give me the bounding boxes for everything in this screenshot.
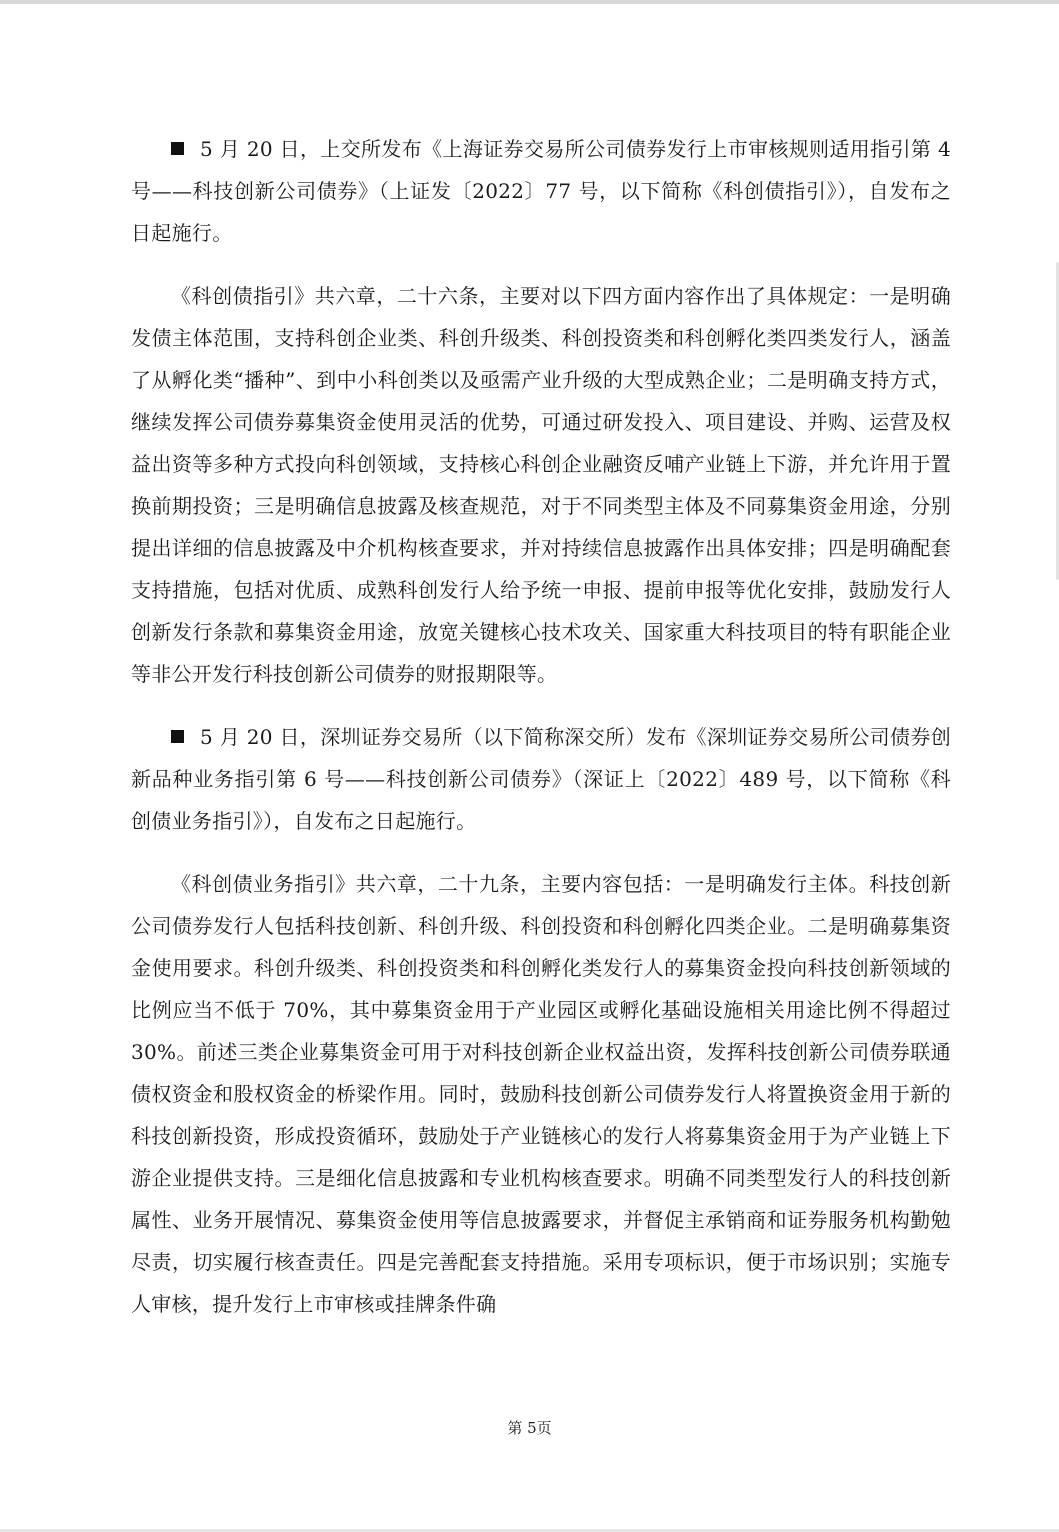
square-bullet-icon bbox=[171, 730, 184, 743]
paragraph-sse-announcement bbox=[131, 128, 951, 254]
page-number: 第 5页 bbox=[507, 1419, 552, 1437]
paragraph-text: 5 月 20 日，深圳证券交易所（以下简称深交所）发布《深圳证券交易所公司债券创新品种业务指引第 6 号——科技创新公司债券》（深证上〔2022〕489 号，以下简称《科创债业务指引》），自发布之日起施行。 bbox=[131, 725, 951, 833]
paragraph-sse-guideline-content bbox=[131, 275, 951, 695]
top-border bbox=[0, 0, 1059, 4]
paragraph-text: 5 月 20 日，上交所发布《上海证券交易所公司债券发行上市审核规则适用指引第 4 号——科技创新公司债券》（上证发〔2022〕77 号，以下简称《科创债指引》），自发布之日起施行。 bbox=[131, 137, 951, 245]
paragraph-szse-guideline-content bbox=[131, 863, 951, 1325]
document-page bbox=[131, 128, 951, 1325]
paragraph-szse-announcement bbox=[131, 716, 951, 842]
square-bullet-icon bbox=[171, 142, 184, 155]
paragraph-text: 《科创债业务指引》共六章，二十九条，主要内容包括：一是明确发行主体。科技创新公司债券发行人包括科技创新、科创升级、科创投资和科创孵化四类企业。二是明确募集资金使用要求。科创升级类、科创投资类和科创孵化类发行人的募集资金投向科技创新领域的比例应当不低于 70%，其中募集资金用于产业园区或孵化基础设施相关用途比例不得超过 30%。前述三类企业募集资金可用于对科技创新企业权益出资，发挥科技创新公司债券联通债权资金和股权资金的桥梁作用。同时，鼓励科技创新公司债券发行人将置换资金用于新的科技创新投资，形成投资循环，鼓励处于产业链核心的发行人将募集资金用于为产业链上下游企业提供支持。三是细化信息披露和专业机构核查要求。明确不同类型发行人的科技创新属性、业务开展情况、募集资金使用等信息披露要求，并督促主承销商和证券服务机构勤勉尽责，切实履行核查责任。四是完善配套支持措施。采用专项标识，便于市场识别；实施专人审核，提升发行上市审核或挂牌条件确 bbox=[131, 872, 951, 1316]
paragraph-text: 《科创债指引》共六章，二十六条，主要对以下四方面内容作出了具体规定：一是明确发债主体范围，支持科创企业类、科创升级类、科创投资类和科创孵化类四类发行人，涵盖了从孵化类“播种”、到中小科创类以及亟需产业升级的大型成熟企业；二是明确支持方式，继续发挥公司债券募集资金使用灵活的优势，可通过研发投入、项目建设、并购、运营及权益出资等多种方式投向科创领域，支持核心科创企业融资反哺产业链上下游，并允许用于置换前期投资；三是明确信息披露及核查规范，对于不同类型主体及不同募集资金用途，分别提出详细的信息披露及中介机构核查要求，并对持续信息披露作出具体安排；四是明确配套支持措施，包括对优质、成熟科创发行人给予统一申报、提前申报等优化安排，鼓励发行人创新发行条款和募集资金用途，放宽关键核心技术攻关、国家重大科技项目的特有职能企业等非公开发行科技创新公司债券的财报期限等。 bbox=[131, 284, 951, 686]
